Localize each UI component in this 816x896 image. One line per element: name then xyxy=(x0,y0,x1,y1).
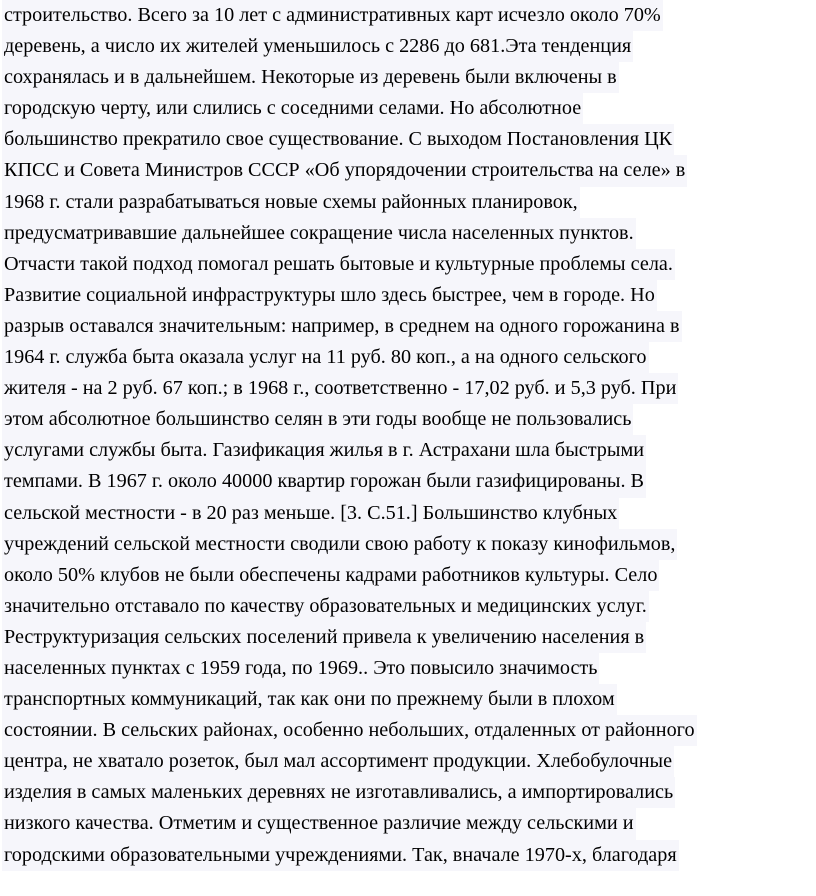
text-line: КПСС и Совета Министров СССР «Об упорядочении строительства на селе» в xyxy=(2,155,814,186)
text-line: населенных пунктах с 1959 года, по 1969.. Это повысило значимость xyxy=(2,653,814,684)
text-line: изделия в самых маленьких деревнях не изготавливались, а импортировались xyxy=(2,777,814,808)
text-line: деревень, а число их жителей уменьшилось с 2286 до 681.Эта тенденция xyxy=(2,31,814,62)
text-line: этом абсолютное большинство селян в эти годы вообще не пользовались xyxy=(2,404,814,435)
text-line: сельской местности - в 20 раз меньше. [3. С.51.] Большинство клубных xyxy=(2,498,814,529)
text-line: темпами. В 1967 г. около 40000 квартир горожан были газифицированы. В xyxy=(2,466,814,497)
text-line: учреждений сельской местности сводили свою работу к показу кинофильмов, xyxy=(2,529,814,560)
text-line: разрыв оставался значительным: например, в среднем на одного горожанина в xyxy=(2,311,814,342)
text-line: низкого качества. Отметим и существенное различие между сельскими и xyxy=(2,808,814,839)
text-line: Развитие социальной инфраструктуры шло здесь быстрее, чем в городе. Но xyxy=(2,280,814,311)
text-line: Реструктуризация сельских поселений привела к увеличению населения в xyxy=(2,622,814,653)
text-line: сохранялась и в дальнейшем. Некоторые из деревень были включены в xyxy=(2,62,814,93)
text-line: состоянии. В сельских районах, особенно небольших, отдаленных от районного xyxy=(2,715,814,746)
text-line: большинство прекратило свое существование. С выходом Постановления ЦК xyxy=(2,124,814,155)
text-line: жителя - на 2 руб. 67 коп.; в 1968 г., соответственно - 17,02 руб. и 5,3 руб. При xyxy=(2,373,814,404)
text-line: 1968 г. стали разрабатываться новые схемы районных планировок, xyxy=(2,187,814,218)
text-line: городскую черту, или слились с соседними селами. Но абсолютное xyxy=(2,93,814,124)
text-line: Отчасти такой подход помогал решать бытовые и культурные проблемы села. xyxy=(2,249,814,280)
text-line: услугами службы быта. Газификация жилья в г. Астрахани шла быстрыми xyxy=(2,435,814,466)
text-line: строительство. Всего за 10 лет с административных карт исчезло около 70% xyxy=(2,0,814,31)
text-line: городскими образовательными учреждениями. Так, вначале 1970-х, благодаря xyxy=(2,840,814,871)
text-line: 1964 г. служба быта оказала услуг на 11 руб. 80 коп., а на одного сельского xyxy=(2,342,814,373)
document-text xyxy=(2,0,814,871)
text-line: значительно отставало по качеству образовательных и медицинских услуг. xyxy=(2,591,814,622)
text-line: транспортных коммуникаций, так как они по прежнему были в плохом xyxy=(2,684,814,715)
text-line: центра, не хватало розеток, был мал ассортимент продукции. Хлебобулочные xyxy=(2,746,814,777)
text-line: предусматривавшие дальнейшее сокращение числа населенных пунктов. xyxy=(2,218,814,249)
text-line: около 50% клубов не были обеспечены кадрами работников культуры. Село xyxy=(2,560,814,591)
